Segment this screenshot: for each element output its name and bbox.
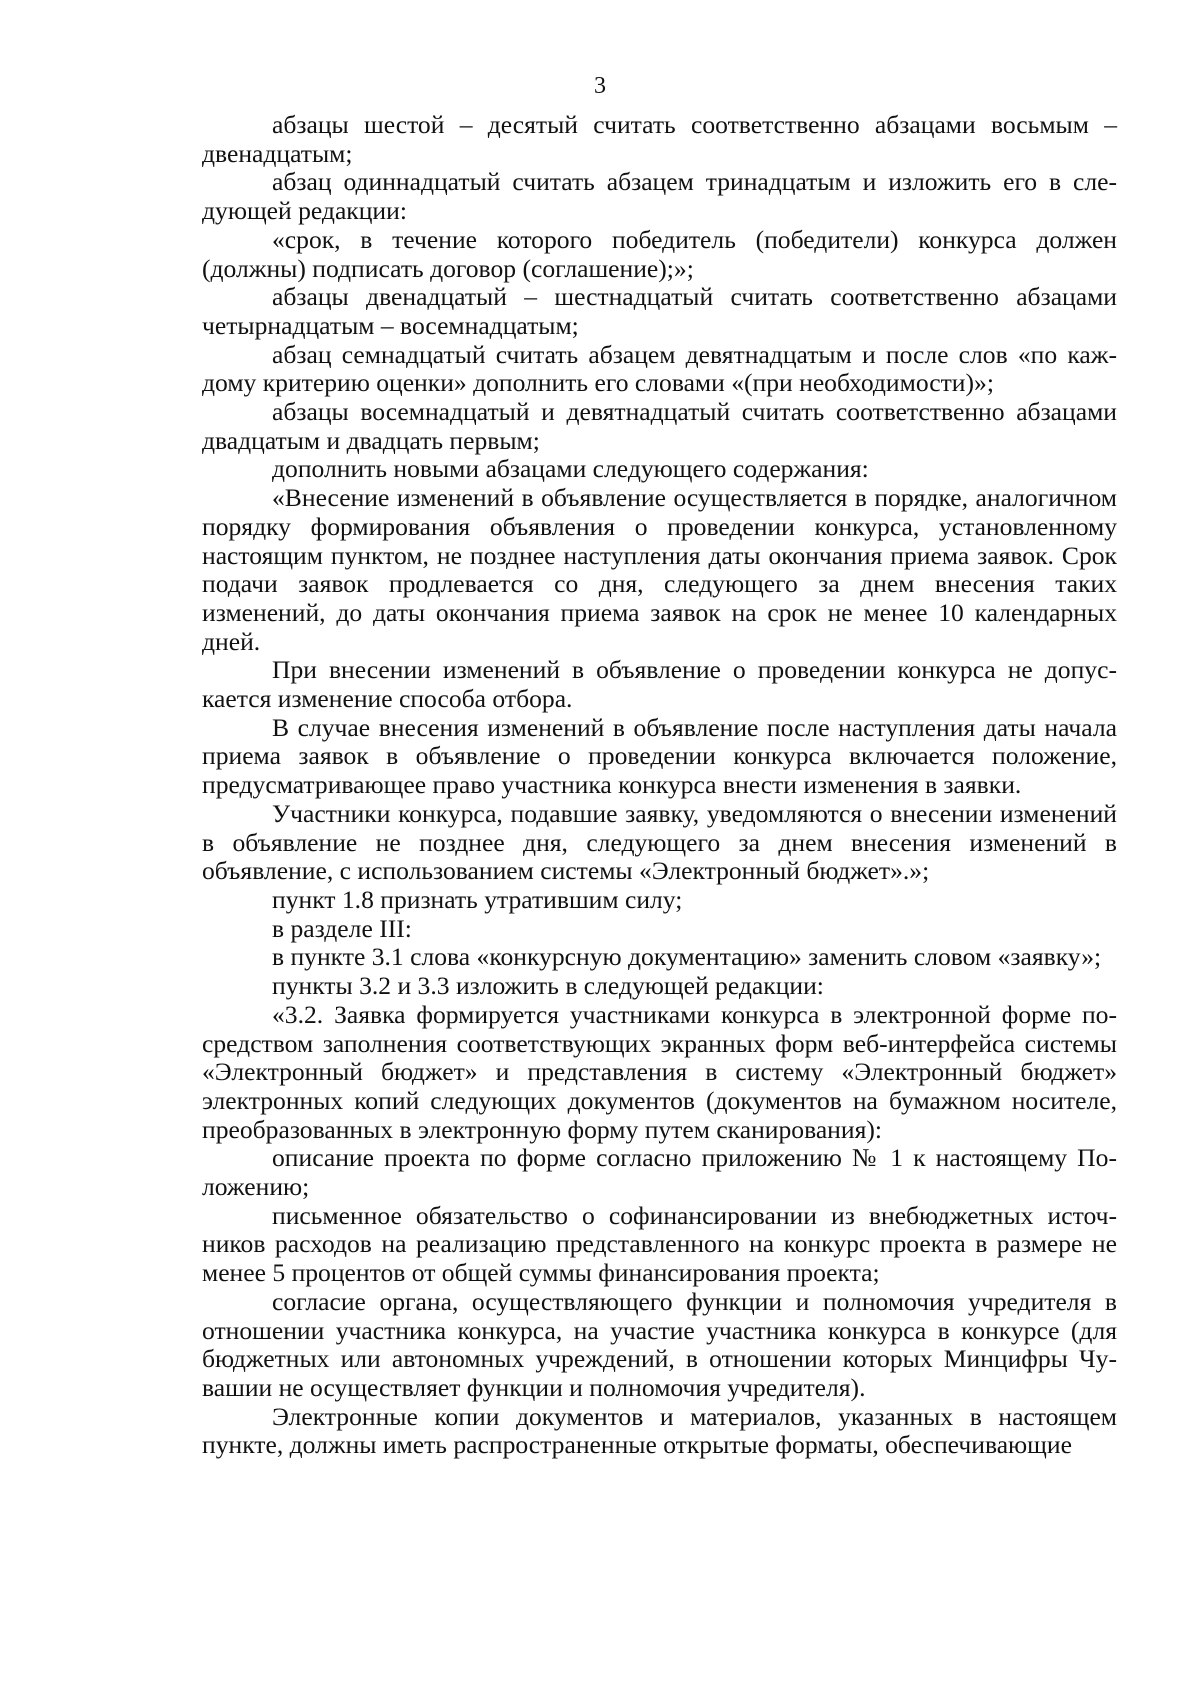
paragraph: абзац одиннадцатый считать абзацем тринадцатым и изложить его в следующей редакции: <box>202 167 1117 226</box>
paragraph: абзацы двенадцатый – шестнадцатый считать соответственно абзацами четырнадцатым – восемнадцатым; <box>202 282 1117 340</box>
paragraph: «срок, в течение которого победитель (победители) конкурса должен (должны) подписать договор (соглашение);»; <box>202 224 1117 283</box>
paragraph: пункт 1.8 признать утратившим силу; <box>272 884 683 914</box>
paragraph: «3.2. Заявка формируется участниками конкурса в электронной форме посредством заполнения соответствующих экранных форм веб-интерфейса системы «Электронный бюджет» и представления в систему «Электронный бюджет» электронных копий следующих документов (документов на бумажном носителе, преобразованных в электронную форму путем сканирования): <box>202 999 1117 1144</box>
page-number: 3 <box>594 73 606 99</box>
paragraph: абзац семнадцатый считать абзацем девятнадцатым и после слов «по каждому критерию оценки» дополнить его словами «(при необходимости)»; <box>202 339 1117 398</box>
paragraph: При внесении изменений в объявление о проведении конкурса не допускается изменение способа отбора. <box>202 655 1117 714</box>
paragraph: Участники конкурса, подавшие заявку, уведомляются о внесении изменений в объявление не позднее дня, следующего за днем внесения изменений в объявление, с использованием системы «Электронный бюджет».»; <box>202 798 1117 886</box>
paragraph: пункты 3.2 и 3.3 изложить в следующей редакции: <box>272 971 824 1001</box>
paragraph: согласие органа, осуществляющего функции и полномочия учредителя в отношении участника конкурса, на участие участника конкурса в конкурсе (для бюджетных или автономных учреждений, в отношении которых Минцифры Чувашии не осуществляет функции и полномочия учредителя). <box>202 1286 1117 1402</box>
paragraph: «Внесение изменений в объявление осуществляется в порядке, аналогичном порядку формирования объявления о проведении конкурса, установленному настоящим пунктом, не позднее наступления даты окончания приема заявок. Срок подачи заявок продлевается со дня, следующего за днем внесения таких изменений, до даты окончания приема заявок на срок не менее 10 календарных дней. <box>202 483 1117 656</box>
paragraph: письменное обязательство о софинансировании из внебюджетных источников расходов на реализацию представленного на конкурс проекта в размере не менее 5 процентов от общей суммы финансирования проекта; <box>202 1200 1117 1288</box>
paragraph: в разделе III: <box>272 913 412 943</box>
paragraph: Электронные копии документов и материалов, указанных в настоящем пункте, должны иметь распространенные открытые форматы, обеспечивающие <box>202 1401 1117 1460</box>
paragraph: описание проекта по форме согласно приложению № 1 к настоящему Положению; <box>202 1143 1117 1202</box>
document-body <box>202 111 1117 1460</box>
paragraph: абзацы шестой – десятый считать соответственно абзацами восьмым – двенадцатым; <box>202 110 1117 168</box>
paragraph: абзацы восемнадцатый и девятнадцатый считать соответственно абзацами двадцатым и двадцать первым; <box>202 397 1117 455</box>
paragraph: в пункте 3.1 слова «конкурсную документацию» заменить словом «заявку»; <box>272 942 1102 972</box>
paragraph: дополнить новыми абзацами следующего содержания: <box>272 454 869 484</box>
paragraph: В случае внесения изменений в объявление после наступления даты начала приема заявок в объявление о проведении конкурса включается положение, предусматривающее право участника конкурса внести изменения в заявки. <box>202 712 1117 800</box>
